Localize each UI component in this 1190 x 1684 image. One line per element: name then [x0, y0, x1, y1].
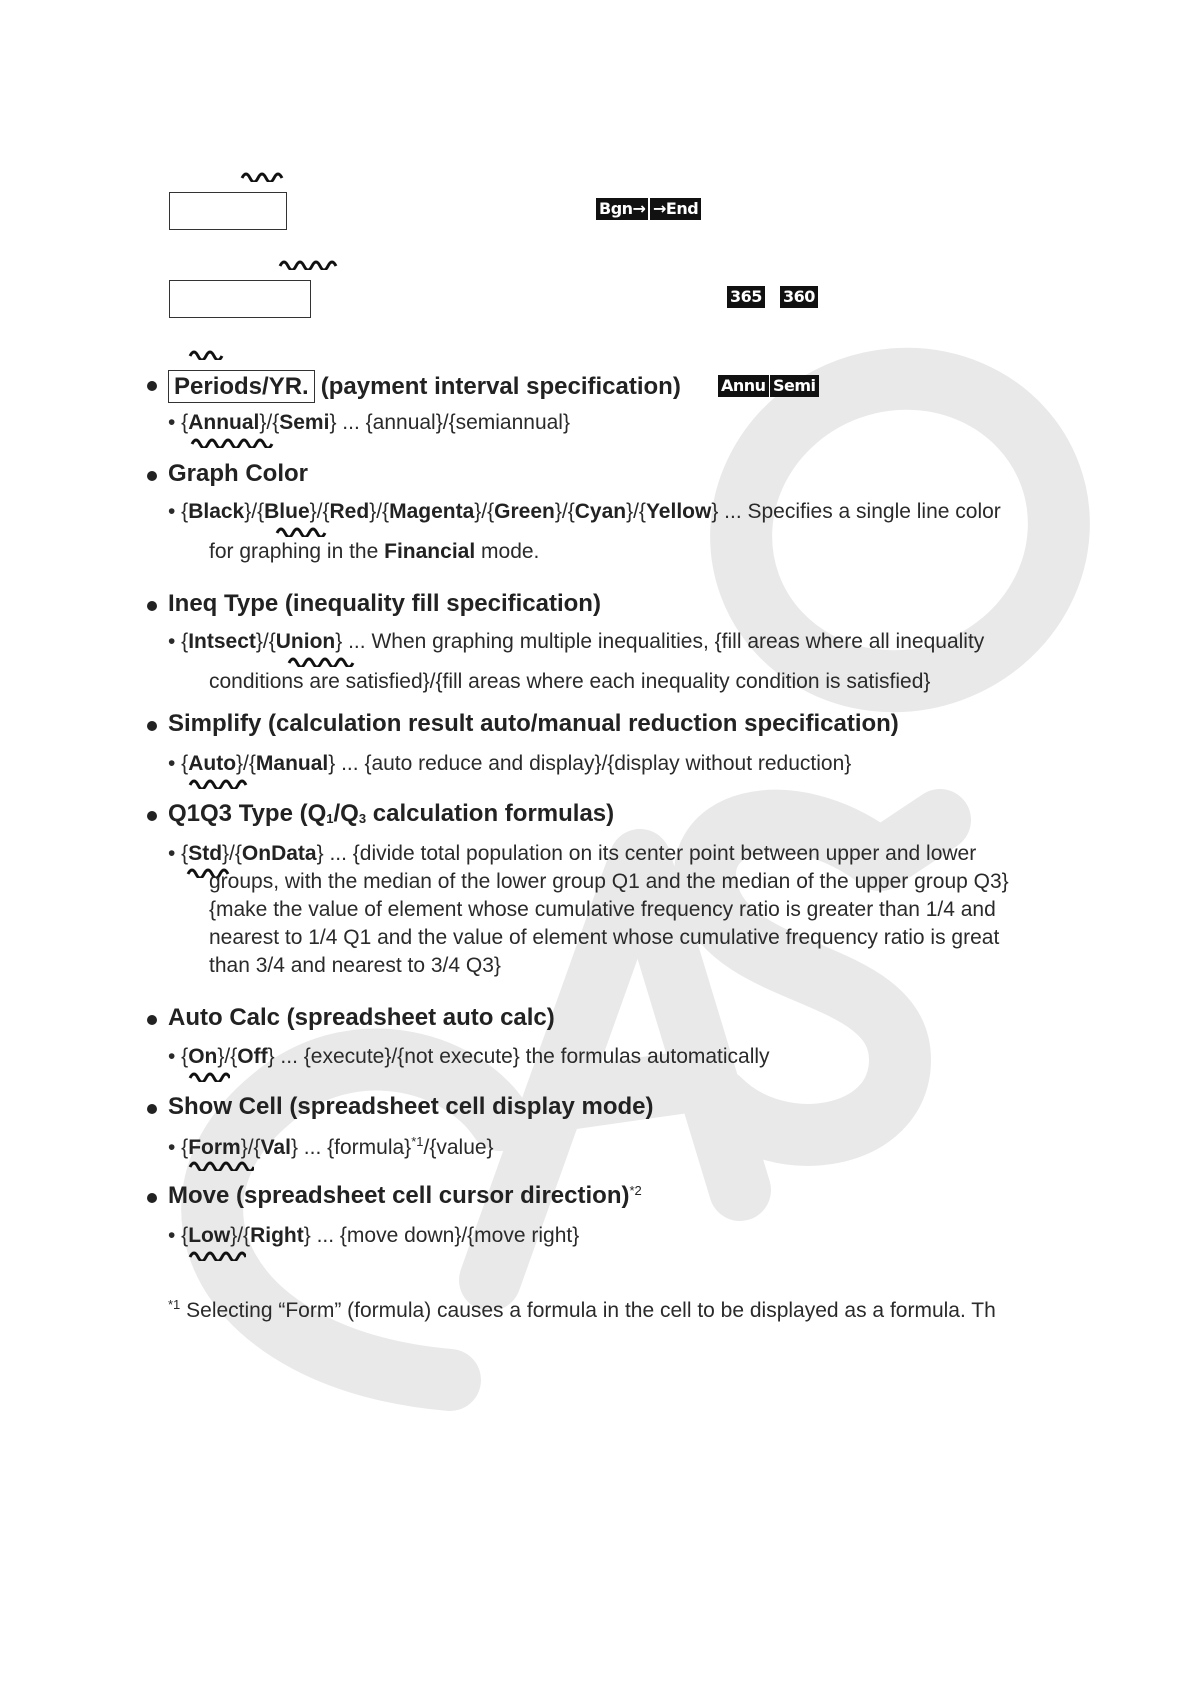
subscript: 3	[358, 811, 367, 826]
function-key-box-2	[169, 280, 311, 318]
360-badge: 360	[780, 286, 818, 308]
footnote-mark: *1	[168, 1297, 181, 1312]
heading-part: calculation formulas)	[372, 800, 615, 827]
ineq-heading: Ineq Type (inequality fill specification)	[168, 590, 601, 617]
option-val: Val	[260, 1136, 291, 1159]
function-key-box-1	[169, 192, 287, 230]
financial-mode: Financial	[384, 540, 476, 563]
option-low: Low	[188, 1224, 231, 1247]
option-yellow: Yellow	[645, 500, 712, 523]
default-underline-mark	[278, 256, 340, 270]
auto-calc-options: • {On}/{Off} ... {execute}/{not execute} the formulas automatically	[168, 1045, 770, 1068]
default-underline-mark	[190, 434, 274, 448]
q1q3-heading	[168, 800, 614, 828]
option-green: Green	[494, 500, 555, 523]
footnote-ref: *2	[629, 1183, 642, 1198]
show-cell-options: • {Form}/{Val} ... {formula}$^{*1}$/{value}	[168, 1134, 494, 1159]
option-ondata: OnData	[241, 842, 317, 865]
default-underline-mark	[275, 523, 329, 537]
graph-color-options: • {Black}/{Blue}/{Red}/{Magenta}/{Green}/{Cyan}/{Yellow} ... Specifies a single line color	[168, 500, 1001, 523]
option-form: Form	[188, 1136, 241, 1159]
desc-text: for graphing in the	[209, 540, 379, 563]
move-options: • {Low}/{Right} ... {move down}/{move right}	[168, 1224, 580, 1247]
graph-color-desc: Specifies a single line color	[747, 500, 1001, 523]
option-red: Red	[329, 500, 370, 523]
option-off: Off	[237, 1045, 268, 1068]
subscript: 1	[326, 811, 334, 826]
auto-calc-desc: {execute}/{not execute} the formulas automatically	[303, 1045, 770, 1068]
periods-key-label: Periods/YR.	[168, 370, 315, 403]
semi-badge: Semi	[770, 375, 819, 397]
section-bullet	[147, 1193, 157, 1203]
q1q3-options: • {Std}/{OnData} ... {divide total population on its center point between upper and lower	[168, 842, 977, 865]
default-underline-mark	[188, 1157, 254, 1171]
section-bullet	[147, 471, 157, 481]
show-cell-desc: /{value}	[423, 1136, 494, 1159]
section-bullet	[147, 721, 157, 731]
option-cyan: Cyan	[574, 500, 627, 523]
desc-text: mode.	[481, 540, 540, 563]
option-magenta: Magenta	[389, 500, 475, 523]
default-underline-mark	[287, 653, 355, 667]
section-bullet	[147, 381, 157, 391]
section-bullet	[147, 811, 157, 821]
show-cell-heading: Show Cell (spreadsheet cell display mode)	[168, 1093, 654, 1120]
q1q3-desc5: than 3/4 and nearest to 3/4 Q3}	[209, 954, 501, 977]
section-bullet	[147, 1015, 157, 1025]
ineq-desc1: When graphing multiple inequalities, {fill areas where all inequality	[371, 630, 985, 653]
option-black: Black	[188, 500, 245, 523]
default-underline-mark	[188, 1068, 230, 1082]
simplify-options: • {Auto}/{Manual} ... {auto reduce and display}/{display without reduction}	[168, 752, 852, 775]
option-std: Std	[188, 842, 223, 865]
footnote	[168, 1297, 996, 1323]
option-annual: Annual	[188, 411, 260, 434]
periods-heading-text: (payment interval specification)	[320, 373, 681, 400]
begin-badge: Bgn→	[596, 198, 648, 220]
option-semi: Semi	[279, 411, 330, 434]
option-manual: Manual	[255, 752, 329, 775]
heading-part: Move (spreadsheet cell cursor direction)	[168, 1182, 630, 1209]
simplify-heading: Simplify (calculation result auto/manual reduction specification)	[168, 710, 899, 737]
default-underline-mark	[188, 1247, 246, 1261]
default-underline-mark	[188, 346, 230, 360]
graph-color-heading: Graph Color	[168, 460, 309, 487]
ineq-options: • {Intsect}/{Union} ... When graphing multiple inequalities, {fill areas where all inequality	[168, 630, 985, 653]
show-cell-desc: {formula}	[327, 1136, 412, 1159]
footnote-ref: *1	[411, 1134, 424, 1149]
periods-desc: {annual}/{semiannual}	[365, 411, 570, 434]
default-underline-mark	[240, 168, 284, 182]
annual-badge: Annu	[718, 375, 769, 397]
simplify-desc: {auto reduce and display}/{display without reduction}	[364, 752, 852, 775]
heading-part: Q1Q3 Type (Q	[168, 800, 327, 827]
q1q3-desc2: groups, with the median of the lower group Q1 and the median of the upper group Q3}	[209, 870, 1009, 893]
option-blue: Blue	[264, 500, 310, 523]
option-on: On	[188, 1045, 218, 1068]
option-right: Right	[250, 1224, 304, 1247]
footnote-text: Selecting “Form” (formula) causes a formula in the cell to be displayed as a formula. Th	[186, 1299, 996, 1322]
ineq-desc2: conditions are satisfied}/{fill areas where each inequality condition is satisfied}	[209, 670, 931, 693]
periods-options: • {Annual}/{Semi} ... {annual}/{semiannual}	[168, 411, 570, 434]
end-badge: →End	[650, 198, 701, 220]
heading-part: /Q	[333, 800, 359, 827]
q1q3-desc3: {make the value of element whose cumulative frequency ratio is greater than 1/4 and	[209, 898, 996, 921]
option-auto: Auto	[188, 752, 237, 775]
q1q3-desc4: nearest to 1/4 Q1 and the value of element whose cumulative frequency ratio is great	[209, 926, 1000, 949]
section-bullet	[147, 1104, 157, 1114]
q1q3-desc1: {divide total population on its center point between upper and lower	[352, 842, 977, 865]
option-intsect: Intsect	[188, 630, 256, 653]
365-badge: 365	[727, 286, 765, 308]
move-heading	[168, 1182, 642, 1210]
graph-color-desc-line2	[209, 540, 539, 564]
periods-heading	[168, 370, 681, 403]
section-bullet	[147, 601, 157, 611]
option-union: Union	[275, 630, 336, 653]
auto-calc-heading: Auto Calc (spreadsheet auto calc)	[168, 1004, 555, 1031]
move-desc: {move down}/{move right}	[339, 1224, 580, 1247]
default-underline-mark	[188, 775, 248, 789]
